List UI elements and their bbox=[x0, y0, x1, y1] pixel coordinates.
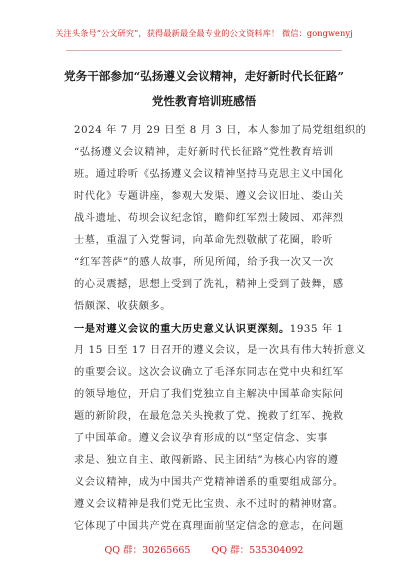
document-subtitle: 党性教育培训班感悟 bbox=[151, 94, 257, 108]
paragraph-line: 的领导地位，开启了我们党独立自主解决中国革命实际问 bbox=[74, 389, 344, 400]
paragraph-line: 悟颇深、收获颇多。 bbox=[74, 301, 172, 312]
paragraph-line: 时代化》专题讲座，参观大发渠、遵义会议旧址、娄山关 bbox=[74, 191, 344, 202]
header-divider bbox=[66, 50, 342, 51]
paragraph-line: “红军菩萨”的感人故事，所见所闻，给予我一次又一次 bbox=[74, 257, 334, 268]
paragraph-line: 的心灵震撼，思想上受到了洗礼，精神上受到了鼓舞，感 bbox=[74, 279, 344, 290]
footer-contacts bbox=[0, 542, 408, 556]
paragraph-line: 求是、独立自主、敢闯新路、民主团结”为核心内容的遵 bbox=[74, 455, 339, 466]
paragraph-line: 2024 年 7 月 29 日至 8 月 3 日，本人参加了局党组组织的 bbox=[74, 125, 367, 136]
paragraph-line: 士墓，重温了入党誓词，向革命先烈敬献了花圈，聆听 bbox=[74, 235, 333, 246]
qq-group-2: QQ 群：535304092 bbox=[211, 545, 304, 556]
section-heading-line bbox=[74, 322, 352, 337]
paragraph-line: 义会议精神，成为中国共产党精神谱系的重要组成部分。 bbox=[74, 477, 344, 488]
paragraph-line: 它体现了中国共产党在真理面前坚定信念的意志，在问题 bbox=[74, 521, 344, 532]
paragraph-line: 了中国革命。遵义会议孕育形成的以“坚定信念、实事 bbox=[74, 433, 328, 444]
paragraph-line: 战斗遗址、苟坝会议纪念馆，瞻仰红军烈士陵园、邓萍烈 bbox=[74, 213, 344, 224]
section-heading-tail: 1935 年 1 bbox=[289, 324, 344, 335]
section-heading: 一是对遵义会议的重大历史意义认识更深刻。 bbox=[74, 323, 290, 335]
promo-banner: 关注头条号“公文研究”，获得最新最全最专业的公文资料库！ 微信：gongwenyj bbox=[55, 28, 353, 38]
paragraph-line: 班。通过聆听《弘扬遵义会议精神坚持马克思主义中国化 bbox=[74, 169, 344, 180]
paragraph-line: “弘扬遵义会议精神，走好新时代长征路”党性教育培训 bbox=[74, 147, 334, 158]
paragraph-line: 月 15 日至 17 日召开的遵义会议，是一次具有伟大转折意义 bbox=[74, 345, 366, 356]
paragraph-line: 的重要会议。这次会议确立了毛泽东同志在党中央和红军 bbox=[74, 367, 344, 378]
paragraph-line: 遵义会议精神是我们党无比宝贵、永不过时的精神财富。 bbox=[74, 499, 344, 510]
paragraph-line: 题的新阶段，在最危急关头挽救了党、挽救了红军、挽救 bbox=[74, 411, 344, 422]
document-title: 党务干部参加“弘扬遵义会议精神，走好新时代长征路” bbox=[64, 69, 344, 83]
qq-group-1: QQ 群：30265665 bbox=[104, 545, 191, 556]
